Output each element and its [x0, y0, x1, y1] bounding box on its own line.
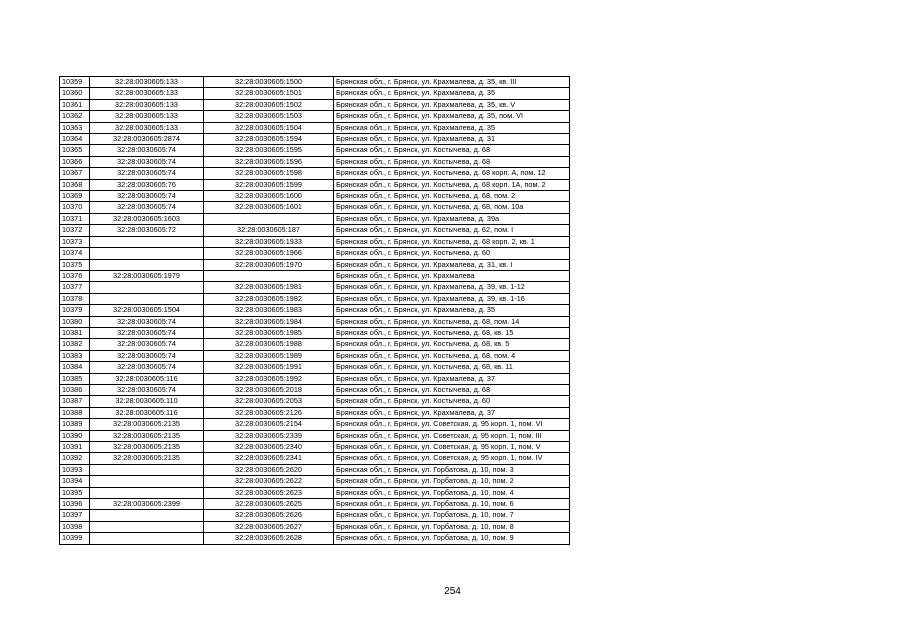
table-row [60, 396, 570, 407]
parent-cadastral-cell: 32:28:0030605:74 [90, 362, 204, 373]
address-cell: Брянская обл., г. Брянск, ул. Крахмалева, д. 37 [334, 373, 570, 384]
parent-cadastral-cell: 32:28:0030605:133 [90, 111, 204, 122]
table-row [60, 99, 570, 110]
row-number-cell: 10387 [60, 396, 90, 407]
table-row [60, 327, 570, 338]
table-row [60, 339, 570, 350]
parent-cadastral-cell: 32:28:0030605:2135 [90, 419, 204, 430]
address-cell: Брянская обл., г. Брянск, ул. Костычева, д. 62, пом. I [334, 225, 570, 236]
row-number-cell: 10370 [60, 202, 90, 213]
row-number-cell: 10365 [60, 145, 90, 156]
cadastral-number-cell: 32:28:0030605:1983 [204, 305, 334, 316]
parent-cadastral-cell [90, 259, 204, 270]
parent-cadastral-cell [90, 510, 204, 521]
cadastral-number-cell: 32:28:0030605:1504 [204, 122, 334, 133]
table-row [60, 225, 570, 236]
row-number-cell: 10397 [60, 510, 90, 521]
parent-cadastral-cell [90, 248, 204, 259]
table-row [60, 510, 570, 521]
cadastral-number-cell: 32:28:0030605:2627 [204, 521, 334, 532]
table-row [60, 179, 570, 190]
cadastral-number-cell: 32:28:0030605:1595 [204, 145, 334, 156]
parent-cadastral-cell: 32:28:0030605:74 [90, 316, 204, 327]
parent-cadastral-cell [90, 533, 204, 544]
cadastral-number-cell: 32:28:0030605:2341 [204, 453, 334, 464]
table-row [60, 248, 570, 259]
parent-cadastral-cell: 32:28:0030605:74 [90, 327, 204, 338]
parent-cadastral-cell: 32:28:0030605:74 [90, 168, 204, 179]
cadastral-number-cell: 32:28:0030605:2053 [204, 396, 334, 407]
parent-cadastral-cell: 32:28:0030605:1979 [90, 270, 204, 281]
row-number-cell: 10361 [60, 99, 90, 110]
parent-cadastral-cell: 32:28:0030605:2135 [90, 442, 204, 453]
row-number-cell: 10380 [60, 316, 90, 327]
cadastral-number-cell: 32:28:0030605:1598 [204, 168, 334, 179]
address-cell: Брянская обл., г. Брянск, ул. Костычева, д. 60 [334, 248, 570, 259]
cadastral-number-cell: 32:28:0030605:1989 [204, 350, 334, 361]
row-number-cell: 10399 [60, 533, 90, 544]
address-cell: Брянская обл., г. Брянск, ул. Костычева, д. 68, кв. 5 [334, 339, 570, 350]
cadastral-number-cell: 32:28:0030605:1596 [204, 156, 334, 167]
address-cell: Брянская обл., г. Брянск, ул. Горбатова, д. 10, пом. 2 [334, 476, 570, 487]
parent-cadastral-cell: 32:28:0030605:2135 [90, 453, 204, 464]
page-number: 254 [444, 586, 461, 597]
table-row [60, 464, 570, 475]
table-row [60, 350, 570, 361]
address-cell: Брянская обл., г. Брянск, ул. Советская, д. 95 корп. 1, пом. V [334, 442, 570, 453]
address-cell: Брянская обл., г. Брянск, ул. Крахмалева, д. 35, кв. V [334, 99, 570, 110]
row-number-cell: 10367 [60, 168, 90, 179]
table-row [60, 476, 570, 487]
row-number-cell: 10362 [60, 111, 90, 122]
address-cell: Брянская обл., г. Брянск, ул. Костычева, д. 68, пом. 2 [334, 191, 570, 202]
row-number-cell: 10395 [60, 487, 90, 498]
address-cell: Брянская обл., г. Брянск, ул. Крахмалева, д. 35, кв. III [334, 77, 570, 88]
parent-cadastral-cell: 32:28:0030605:1603 [90, 213, 204, 224]
address-cell: Брянская обл., г. Брянск, ул. Костычева, д. 68 [334, 384, 570, 395]
parent-cadastral-cell: 32:28:0030605:2135 [90, 430, 204, 441]
row-number-cell: 10384 [60, 362, 90, 373]
parent-cadastral-cell: 32:28:0030605:2399 [90, 499, 204, 510]
row-number-cell: 10390 [60, 430, 90, 441]
row-number-cell: 10376 [60, 270, 90, 281]
address-cell: Брянская обл., г. Брянск, ул. Крахмалева, д. 37 [334, 407, 570, 418]
address-cell: Брянская обл., г. Брянск, ул. Горбатова, д. 10, пом. 9 [334, 533, 570, 544]
row-number-cell: 10388 [60, 407, 90, 418]
parent-cadastral-cell [90, 464, 204, 475]
cadastral-number-cell: 32:28:0030605:1991 [204, 362, 334, 373]
cadastral-number-cell: 32:28:0030605:2018 [204, 384, 334, 395]
cadastral-number-cell: 32:28:0030605:2628 [204, 533, 334, 544]
table-row [60, 407, 570, 418]
address-cell: Брянская обл., г. Брянск, ул. Костычева, д. 68 корп. 1А, пом. 2 [334, 179, 570, 190]
cadastral-number-cell: 32:28:0030605:1500 [204, 77, 334, 88]
table-row [60, 316, 570, 327]
parent-cadastral-cell: 32:28:0030605:74 [90, 145, 204, 156]
parent-cadastral-cell: 32:28:0030605:116 [90, 407, 204, 418]
row-number-cell: 10375 [60, 259, 90, 270]
parent-cadastral-cell: 32:28:0030605:72 [90, 225, 204, 236]
row-number-cell: 10364 [60, 134, 90, 145]
row-number-cell: 10394 [60, 476, 90, 487]
table-row [60, 293, 570, 304]
row-number-cell: 10383 [60, 350, 90, 361]
row-number-cell: 10393 [60, 464, 90, 475]
table-row [60, 282, 570, 293]
cadastral-table [59, 76, 570, 545]
cadastral-number-cell: 32:28:0030605:1503 [204, 111, 334, 122]
table-row [60, 202, 570, 213]
cadastral-number-cell [204, 213, 334, 224]
table-body [60, 77, 570, 545]
row-number-cell: 10379 [60, 305, 90, 316]
parent-cadastral-cell: 32:28:0030605:74 [90, 384, 204, 395]
address-cell: Брянская обл., г. Брянск, ул. Костычева, д. 68, кв. 11 [334, 362, 570, 373]
row-number-cell: 10377 [60, 282, 90, 293]
cadastral-number-cell: 32:28:0030605:1966 [204, 248, 334, 259]
table-row [60, 88, 570, 99]
address-cell: Брянская обл., г. Брянск, ул. Советская, д. 95 корп. 1, пом. VI [334, 419, 570, 430]
cadastral-number-cell: 32:28:0030605:1599 [204, 179, 334, 190]
address-cell: Брянская обл., г. Брянск, ул. Костычева, д. 68 корп. 2, кв. 1 [334, 236, 570, 247]
parent-cadastral-cell: 32:28:0030605:133 [90, 99, 204, 110]
address-cell: Брянская обл., г. Брянск, ул. Крахмалева, д. 35 [334, 122, 570, 133]
cadastral-number-cell: 32:28:0030605:1992 [204, 373, 334, 384]
cadastral-number-cell: 32:28:0030605:1981 [204, 282, 334, 293]
parent-cadastral-cell [90, 476, 204, 487]
address-cell: Брянская обл., г. Брянск, ул. Горбатова, д. 10, пом. 7 [334, 510, 570, 521]
parent-cadastral-cell: 32:28:0030605:133 [90, 88, 204, 99]
table-row [60, 521, 570, 532]
parent-cadastral-cell [90, 521, 204, 532]
address-cell: Брянская обл., г. Брянск, ул. Советская, д. 95 корп. 1, пом. IV [334, 453, 570, 464]
table-row [60, 487, 570, 498]
row-number-cell: 10391 [60, 442, 90, 453]
address-cell: Брянская обл., г. Брянск, ул. Крахмалева, д. 35 [334, 305, 570, 316]
table-row [60, 168, 570, 179]
parent-cadastral-cell: 32:28:0030605:133 [90, 77, 204, 88]
address-cell: Брянская обл., г. Брянск, ул. Горбатова, д. 10, пом. 3 [334, 464, 570, 475]
cadastral-number-cell: 32:28:0030605:2626 [204, 510, 334, 521]
row-number-cell: 10373 [60, 236, 90, 247]
row-number-cell: 10378 [60, 293, 90, 304]
row-number-cell: 10374 [60, 248, 90, 259]
parent-cadastral-cell: 32:28:0030605:74 [90, 156, 204, 167]
address-cell: Брянская обл., г. Брянск, ул. Крахмалева, д. 35 [334, 88, 570, 99]
cadastral-number-cell: 32:28:0030605:1984 [204, 316, 334, 327]
cadastral-number-cell: 32:28:0030605:1601 [204, 202, 334, 213]
address-cell: Брянская обл., г. Брянск, ул. Крахмалева, д. 31 [334, 134, 570, 145]
row-number-cell: 10392 [60, 453, 90, 464]
address-cell: Брянская обл., г. Брянск, ул. Горбатова, д. 10, пом. 4 [334, 487, 570, 498]
cadastral-number-cell: 32:28:0030605:1982 [204, 293, 334, 304]
table-row [60, 77, 570, 88]
row-number-cell: 10372 [60, 225, 90, 236]
table-row [60, 384, 570, 395]
parent-cadastral-cell: 32:28:0030605:74 [90, 339, 204, 350]
address-cell: Брянская обл., г. Брянск, ул. Костычева, д. 68 [334, 156, 570, 167]
row-number-cell: 10389 [60, 419, 90, 430]
table-row [60, 499, 570, 510]
parent-cadastral-cell [90, 282, 204, 293]
cadastral-number-cell: 32:28:0030605:1970 [204, 259, 334, 270]
cadastral-number-cell: 32:28:0030605:187 [204, 225, 334, 236]
parent-cadastral-cell: 32:28:0030605:116 [90, 373, 204, 384]
parent-cadastral-cell: 32:28:0030605:74 [90, 202, 204, 213]
row-number-cell: 10398 [60, 521, 90, 532]
address-cell: Брянская обл., г. Брянск, ул. Костычева, д. 68 корп. А, пом. 12 [334, 168, 570, 179]
cadastral-number-cell: 32:28:0030605:2625 [204, 499, 334, 510]
parent-cadastral-cell [90, 293, 204, 304]
cadastral-number-cell: 32:28:0030605:2622 [204, 476, 334, 487]
cadastral-number-cell: 32:28:0030605:2340 [204, 442, 334, 453]
row-number-cell: 10396 [60, 499, 90, 510]
table-row [60, 111, 570, 122]
table-row [60, 305, 570, 316]
table-row [60, 430, 570, 441]
row-number-cell: 10359 [60, 77, 90, 88]
table-row [60, 362, 570, 373]
row-number-cell: 10382 [60, 339, 90, 350]
address-cell: Брянская обл., г. Брянск, ул. Крахмалева [334, 270, 570, 281]
address-cell: Брянская обл., г. Брянск, ул. Крахмалева, д. 39, кв. 1-12 [334, 282, 570, 293]
parent-cadastral-cell: 32:28:0030605:74 [90, 350, 204, 361]
address-cell: Брянская обл., г. Брянск, ул. Горбатова, д. 10, пом. 6 [334, 499, 570, 510]
table-row [60, 533, 570, 544]
table-row [60, 442, 570, 453]
address-cell: Брянская обл., г. Брянск, ул. Костычева, д. 68, кв. 15 [334, 327, 570, 338]
table-row [60, 373, 570, 384]
address-cell: Брянская обл., г. Брянск, ул. Костычева, д. 68, пом. 10а [334, 202, 570, 213]
address-cell: Брянская обл., г. Брянск, ул. Крахмалева, д. 39а [334, 213, 570, 224]
cadastral-number-cell: 32:28:0030605:1501 [204, 88, 334, 99]
row-number-cell: 10363 [60, 122, 90, 133]
address-cell: Брянская обл., г. Брянск, ул. Горбатова, д. 10, пом. 8 [334, 521, 570, 532]
cadastral-number-cell: 32:28:0030605:1594 [204, 134, 334, 145]
table-row [60, 259, 570, 270]
parent-cadastral-cell [90, 487, 204, 498]
row-number-cell: 10385 [60, 373, 90, 384]
table-row [60, 453, 570, 464]
address-cell: Брянская обл., г. Брянск, ул. Советская, д. 95 корп. 1, пом. III [334, 430, 570, 441]
address-cell: Брянская обл., г. Брянск, ул. Костычева, д. 68, пом. 14 [334, 316, 570, 327]
address-cell: Брянская обл., г. Брянск, ул. Костычева, д. 68 [334, 145, 570, 156]
address-cell: Брянская обл., г. Брянск, ул. Костычева, д. 60 [334, 396, 570, 407]
cadastral-number-cell: 32:28:0030605:2623 [204, 487, 334, 498]
table-row [60, 419, 570, 430]
cadastral-number-cell: 32:28:0030605:1600 [204, 191, 334, 202]
row-number-cell: 10368 [60, 179, 90, 190]
row-number-cell: 10369 [60, 191, 90, 202]
cadastral-number-cell: 32:28:0030605:2154 [204, 419, 334, 430]
table-row [60, 156, 570, 167]
parent-cadastral-cell: 32:28:0030605:133 [90, 122, 204, 133]
cadastral-number-cell: 32:28:0030605:2620 [204, 464, 334, 475]
row-number-cell: 10360 [60, 88, 90, 99]
cadastral-number-cell: 32:28:0030605:2339 [204, 430, 334, 441]
parent-cadastral-cell: 32:28:0030605:74 [90, 191, 204, 202]
table-row [60, 270, 570, 281]
address-cell: Брянская обл., г. Брянск, ул. Крахмалева, д. 35, пом. VI [334, 111, 570, 122]
parent-cadastral-cell: 32:28:0030605:76 [90, 179, 204, 190]
row-number-cell: 10371 [60, 213, 90, 224]
cadastral-number-cell: 32:28:0030605:1933 [204, 236, 334, 247]
parent-cadastral-cell: 32:28:0030605:2874 [90, 134, 204, 145]
address-cell: Брянская обл., г. Брянск, ул. Крахмалева, д. 39, кв. 1-16 [334, 293, 570, 304]
parent-cadastral-cell: 32:28:0030605:1504 [90, 305, 204, 316]
address-cell: Брянская обл., г. Брянск, ул. Крахмалева, д. 31, кв. I [334, 259, 570, 270]
table-row [60, 191, 570, 202]
cadastral-number-cell [204, 270, 334, 281]
table-row [60, 145, 570, 156]
table-row [60, 122, 570, 133]
parent-cadastral-cell: 32:28:0030605:110 [90, 396, 204, 407]
row-number-cell: 10381 [60, 327, 90, 338]
row-number-cell: 10386 [60, 384, 90, 395]
cadastral-number-cell: 32:28:0030605:1985 [204, 327, 334, 338]
cadastral-number-cell: 32:28:0030605:1502 [204, 99, 334, 110]
cadastral-number-cell: 32:28:0030605:1988 [204, 339, 334, 350]
table-row [60, 213, 570, 224]
row-number-cell: 10366 [60, 156, 90, 167]
parent-cadastral-cell [90, 236, 204, 247]
table-row [60, 236, 570, 247]
table-row [60, 134, 570, 145]
address-cell: Брянская обл., г. Брянск, ул. Костычева, д. 68, пом. 4 [334, 350, 570, 361]
cadastral-number-cell: 32:28:0030605:2126 [204, 407, 334, 418]
